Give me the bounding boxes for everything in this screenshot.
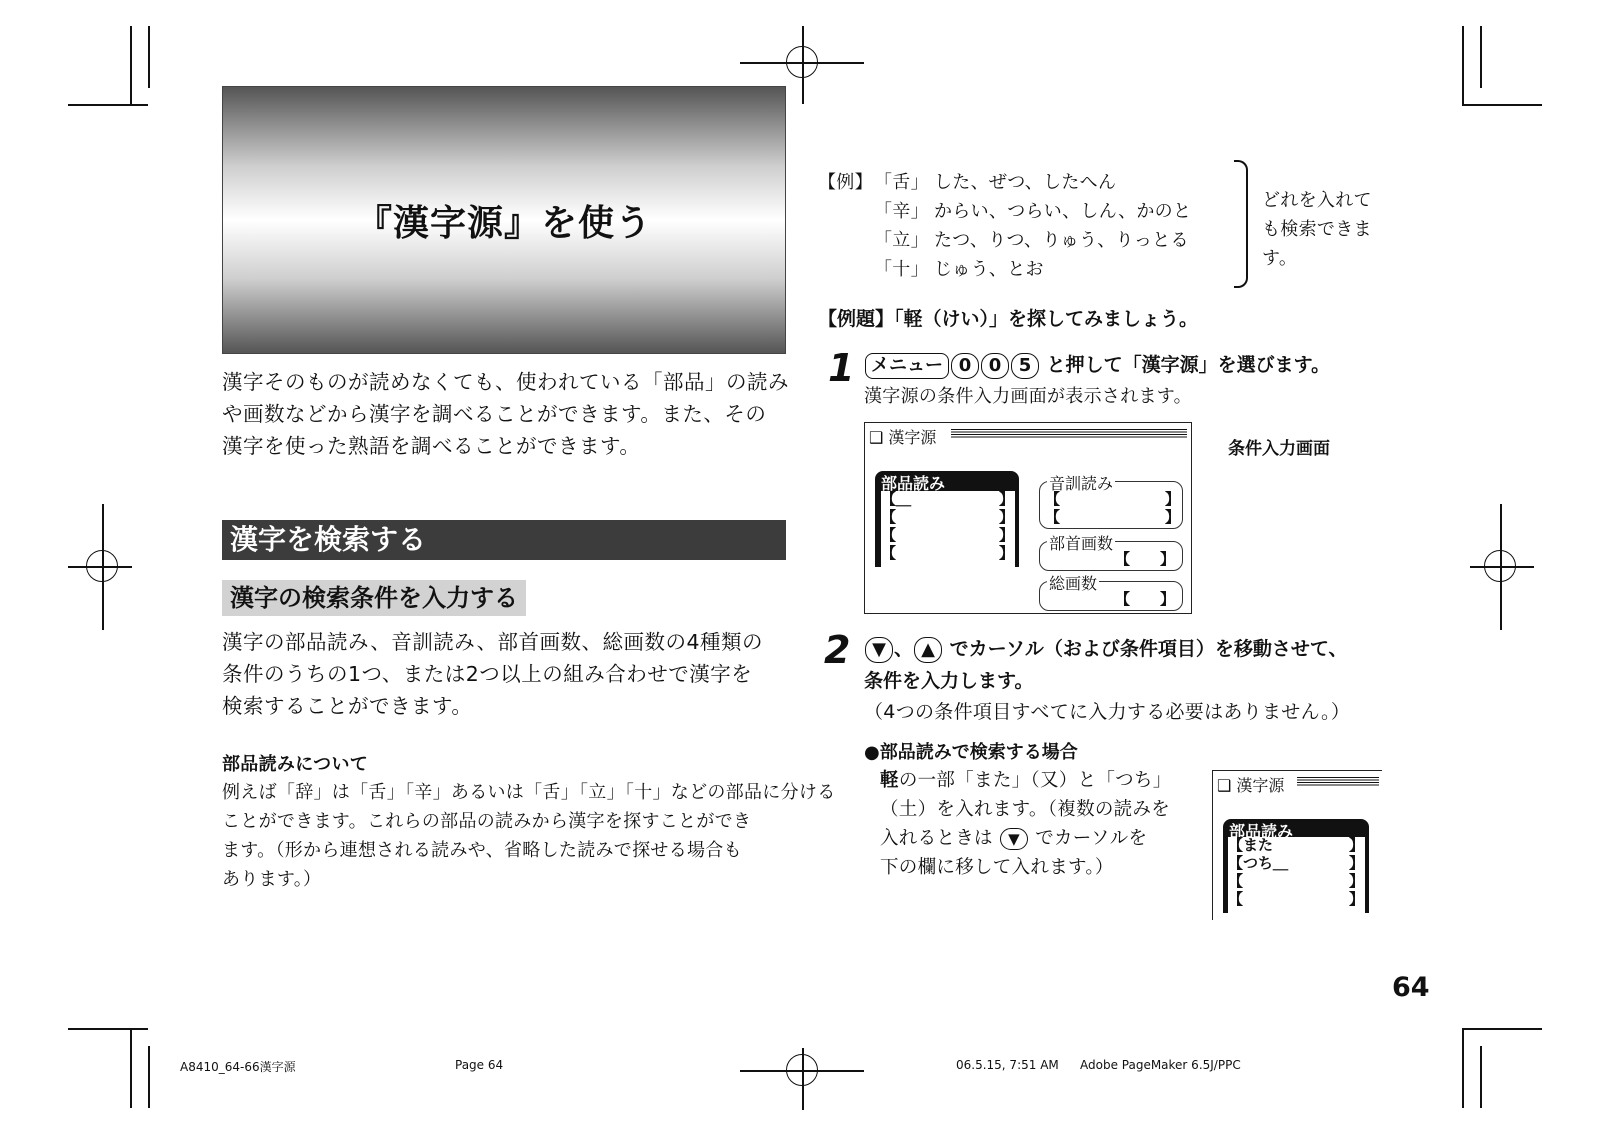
step-2-text-2: 条件を入力します。 [864, 670, 1034, 692]
intro-line: や画数などから漢字を調べることができます。また、その [222, 402, 767, 426]
buhin-search-heading: ●部品読みで検索する場合 [864, 742, 1078, 763]
target-kanji: 軽 [880, 770, 899, 791]
sokaku-label: 総画数 [1047, 571, 1099, 594]
title-hatch [951, 429, 1187, 439]
example-readings: たつ、りつ、りゅう、りっとる [934, 230, 1189, 251]
five-key: 5 [1011, 353, 1039, 379]
example-char: 「立」 [874, 230, 929, 251]
conditions-paragraph [222, 626, 763, 722]
condition-input-screen [864, 422, 1192, 614]
buhin-search-paragraph [880, 766, 1172, 882]
buhin-line: 例えば「辞」は「舌」「辛」あるいは「舌」「立」「十」などの部品に分ける [222, 782, 836, 803]
step-2-instruction [864, 634, 1348, 663]
key-separator: 、 [894, 638, 914, 660]
close-bracket: 】 [999, 544, 1015, 562]
bushu-value: 【 】 [1115, 550, 1176, 568]
buhin-line: あります。） [222, 869, 322, 890]
conditions-line: 検索することができます。 [222, 694, 473, 718]
intro-line: 漢字そのものが読めなくても、使われている「部品」の読み [222, 370, 789, 394]
footer-timestamp: 06.5.15, 7:51 AM [956, 1058, 1059, 1072]
section-heading: 漢字を検索する [222, 520, 786, 560]
footer-app: Adobe PageMaker 6.5J/PPC [1080, 1058, 1241, 1072]
buhin-example-screen [1212, 770, 1382, 920]
sub-heading: 漢字の検索条件を入力する [222, 580, 526, 616]
step-2-note: （4つの条件項目すべてに入力する必要はありません。） [864, 701, 1351, 723]
buhin-line: ことができます。これらの部品の読みから漢字を探すことができ [222, 811, 752, 832]
buhin-search-line [880, 766, 1172, 795]
example-note [1262, 186, 1372, 273]
buhin-line: ます。（形から連想される読みや、省略した読みで探せる場合も [222, 840, 742, 861]
buhin-row: 【 [1228, 890, 1244, 908]
buhin-search-text: でカーソルを [1035, 828, 1148, 849]
example-note-line: どれを入れて [1262, 190, 1372, 211]
buhin-label: 部品読み [875, 471, 1019, 491]
sokaku-value: 【 】 [1115, 590, 1176, 608]
screen-title: ❑ 漢字源 [1217, 776, 1285, 795]
buhin-label: 部品読み [1223, 819, 1369, 837]
example-row [874, 197, 1191, 226]
buhin-search-line: 下の欄に移して入れます。） [880, 857, 1114, 878]
example-readings: した、ぜつ、したへん [934, 172, 1117, 193]
example-readings: じゅう、とお [934, 259, 1044, 280]
down-key: ▼ [1000, 828, 1028, 850]
step-1-sub: 漢字源の条件入力画面が表示されます。 [864, 386, 1192, 407]
buhin-search-line: （土）を入れます。（複数の読みを [880, 799, 1171, 820]
intro-line: 漢字を使った熟語を調べることができます。 [222, 434, 641, 458]
up-key: ▲ [914, 637, 942, 663]
example-task: 【例題】「軽（けい）」を探してみましょう。 [818, 308, 1199, 330]
example-label: 【例】 [818, 172, 873, 193]
screen-caption: 条件入力画面 [1228, 439, 1330, 459]
close-bracket: 】 [999, 526, 1015, 544]
buhin-search-text: の一部「また」（又）と「つち」 [898, 770, 1172, 791]
down-key: ▼ [865, 637, 893, 663]
example-char: 「舌」 [874, 172, 929, 193]
example-readings: からい、つらい、しん、かのと [934, 201, 1192, 222]
buhin-row: 【 [1228, 872, 1244, 890]
zero-key: 0 [951, 353, 979, 379]
close-bracket: 】 [999, 508, 1015, 526]
intro-paragraph [222, 366, 789, 462]
buhin-bar-right [1365, 835, 1369, 913]
example-note-line: す。 [1262, 248, 1298, 269]
title-hatch [1297, 777, 1379, 787]
buhin-row: 【また [1228, 836, 1274, 854]
example-row [874, 226, 1191, 255]
zero-key: 0 [981, 353, 1009, 379]
buhin-row: 【＿ [881, 490, 912, 508]
close-bracket: 】 [1349, 854, 1365, 872]
buhin-row: 【 [881, 508, 897, 526]
step-1-text: と押して「漢字源」を選びます。 [1046, 354, 1331, 376]
bushu-label: 部首画数 [1047, 531, 1115, 554]
buhin-bar-right [1015, 489, 1019, 567]
step-2-text: でカーソル（および条件項目）を移動させて、 [949, 638, 1348, 660]
close-bracket: 】 [1165, 490, 1181, 508]
example-char: 「辛」 [874, 201, 929, 222]
step-1-number: 1 [828, 346, 855, 390]
step-1-instruction [864, 350, 1330, 379]
menu-key: メニュー [865, 353, 949, 379]
close-bracket: 】 [1349, 872, 1365, 890]
buhin-row: 【 [881, 526, 897, 544]
close-bracket: 】 [1349, 890, 1365, 908]
close-bracket: 】 [1165, 508, 1181, 526]
page-title: 『漢字源』を使う [355, 202, 652, 244]
conditions-line: 漢字の部品読み、音訓読み、部首画数、総画数の4種類の [222, 630, 764, 654]
buhin-search-text: 入れるときは [880, 828, 993, 849]
onkun-row: 【 [1045, 508, 1061, 526]
footer-file: A8410_64-66漢字源 [180, 1060, 296, 1074]
example-note-line: も検索できま [1262, 219, 1372, 240]
title-banner [222, 86, 786, 354]
example-char: 「十」 [874, 259, 929, 280]
screen-title: ❑ 漢字源 [869, 428, 937, 447]
close-bracket: 】 [999, 490, 1015, 508]
buhin-paragraph [222, 778, 836, 894]
example-brace [1234, 160, 1248, 288]
step-2-number: 2 [824, 628, 851, 672]
example-table [874, 168, 1191, 284]
conditions-line: 条件のうちの1つ、または2つ以上の組み合わせで漢字を [222, 662, 753, 686]
example-row [874, 255, 1191, 284]
buhin-heading: 部品読みについて [222, 754, 369, 775]
buhin-row: 【つち＿ [1228, 854, 1289, 872]
onkun-row: 【 [1045, 490, 1061, 508]
buhin-search-line [880, 824, 1172, 853]
onkun-label: 音訓読み [1047, 471, 1115, 494]
close-bracket: 】 [1349, 836, 1365, 854]
page-number: 64 [1392, 972, 1430, 1003]
example-row [874, 168, 1191, 197]
footer-page: Page 64 [455, 1058, 504, 1072]
buhin-row: 【 [881, 544, 897, 562]
